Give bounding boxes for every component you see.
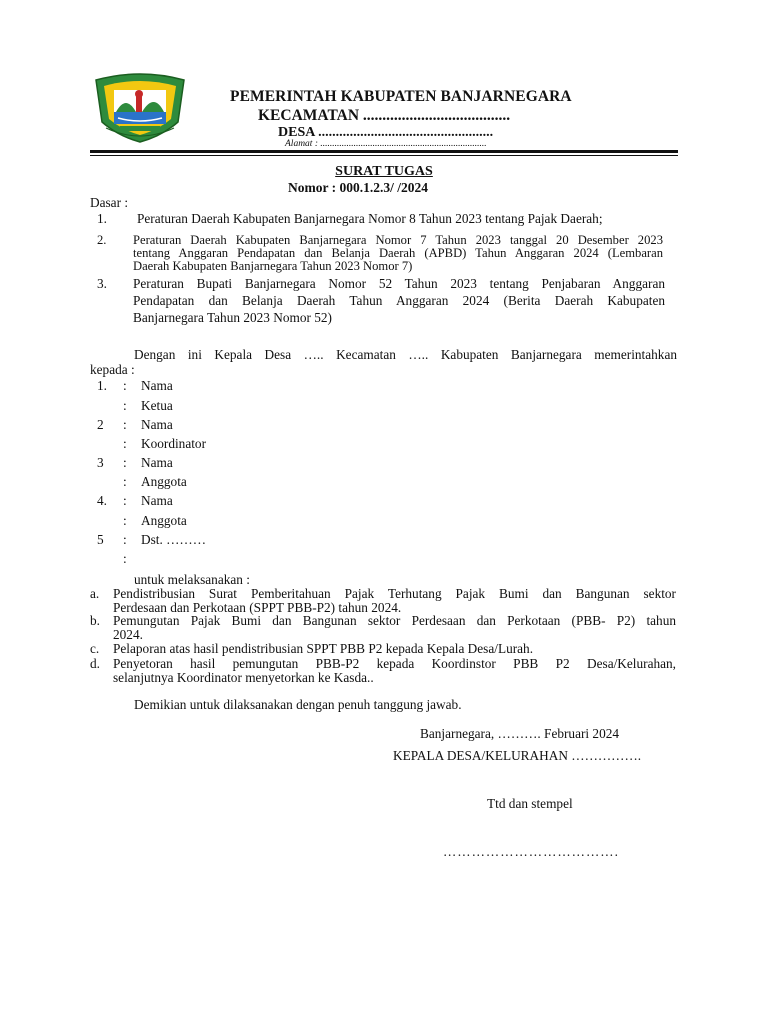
person-colon: :	[123, 436, 127, 451]
dasar-item-text: Daerah Kabupaten Banjarnegara Tahun 2023 Nomor 7)	[133, 259, 413, 273]
person-colon: :	[123, 532, 127, 547]
intro-paragraph-kepada: kepada :	[90, 362, 135, 377]
dasar-item-number: 1.	[97, 211, 107, 226]
task-letter: c.	[90, 641, 100, 656]
task-letter: d.	[90, 656, 100, 671]
person-field: Nama	[141, 378, 173, 393]
letter-title: SURAT TUGAS	[335, 164, 433, 179]
letter-number: Nomor : 000.1.2.3/ /2024	[288, 180, 428, 195]
person-colon: :	[123, 474, 127, 489]
place-date: Banjarnegara, ………. Februari 2024	[420, 726, 620, 741]
person-number: 2	[97, 417, 104, 432]
closing-sentence: Demikian untuk dilaksanakan dengan penuh tanggung jawab.	[134, 697, 462, 712]
person-field: Anggota	[141, 513, 187, 528]
person-colon: :	[123, 513, 127, 528]
person-number: 1.	[97, 378, 107, 393]
person-number: 3	[97, 455, 104, 470]
letterhead-address: Alamat : ......................................................................	[285, 139, 487, 149]
person-field: Dst. ………	[141, 532, 207, 547]
letterhead-kecamatan: KECAMATAN ......................................	[258, 107, 511, 124]
dasar-item-number: 2.	[97, 233, 107, 247]
dasar-label: Dasar :	[90, 195, 129, 210]
task-letter: b.	[90, 613, 100, 628]
person-number: 5	[97, 532, 104, 547]
person-colon: :	[123, 551, 127, 566]
person-colon: :	[123, 398, 127, 413]
dasar-item-text: Peraturan Bupati Banjarnegara Nomor 52 Tahun 2023 tentang Penjabaran Anggaran	[133, 276, 665, 291]
task-text: Pendistribusian Surat Pemberitahuan Pajak Terhutang Pajak Bumi dan Bangunan sektor	[113, 586, 676, 601]
signature-line: ……………………………….	[443, 844, 619, 859]
dasar-item-text: Peraturan Daerah Kabupaten Banjarnegara Nomor 8 Tahun 2023 tentang Pajak Daerah;	[137, 211, 603, 226]
dasar-item-text: Pendapatan dan Belanja Daerah Tahun Anggaran 2024 (Berita Daerah Kabupaten	[133, 293, 665, 308]
person-colon: :	[123, 417, 127, 432]
person-colon: :	[123, 493, 127, 508]
person-field: Nama	[141, 455, 173, 470]
letterhead-divider-thick	[90, 150, 678, 153]
task-text: Perdesaan dan Perkotaan (SPPT PBB-P2) tahun 2024.	[113, 600, 402, 615]
signer-title: KEPALA DESA/KELURAHAN …………….	[393, 748, 642, 763]
task-text: Pelaporan atas hasil pendistribusian SPPT PBB P2 kepada Kepala Desa/Lurah.	[113, 641, 534, 656]
task-text: Pemungutan Pajak Bumi dan Bangunan sektor Perdesaan dan Perkotaan (PBB- P2) tahun	[113, 613, 676, 628]
dasar-item-text: Peraturan Daerah Kabupaten Banjarnegara Nomor 7 Tahun 2023 tanggal 20 Desember 2023	[133, 233, 663, 247]
task-text: Penyetoran hasil pemungutan PBB-P2 kepada Koordinstor PBB P2 Desa/Kelurahan,	[113, 656, 676, 671]
person-field: Nama	[141, 493, 173, 508]
letterhead-desa: DESA ..................................................	[278, 125, 494, 140]
person-colon: :	[123, 455, 127, 470]
task-text: 2024.	[113, 627, 143, 642]
kabupaten-emblem-logo	[92, 72, 188, 144]
person-field: Koordinator	[141, 436, 206, 451]
task-text: selanjutnya Koordinator menyetorkan ke Kasda..	[113, 670, 374, 685]
person-field: Anggota	[141, 474, 187, 489]
person-field: Ketua	[141, 398, 173, 413]
person-colon: :	[123, 378, 127, 393]
person-field: Nama	[141, 417, 173, 432]
signature-note: Ttd dan stempel	[487, 796, 573, 811]
person-number: 4.	[97, 493, 107, 508]
task-letter: a.	[90, 586, 100, 601]
letterhead-government: PEMERINTAH KABUPATEN BANJARNEGARA	[230, 88, 572, 105]
dasar-item-text: Banjarnegara Tahun 2023 Nomor 52)	[133, 310, 332, 325]
intro-paragraph: Dengan ini Kepala Desa ….. Kecamatan ….. Kabupaten Banjarnegara memerintahkan	[134, 347, 677, 362]
letterhead-divider-thin	[90, 155, 678, 156]
dasar-item-text: tentang Anggaran Pendapatan dan Belanja Daerah (APBD) Tahun Anggaran 2024 (Lembaran	[133, 246, 663, 260]
tasks-intro: untuk melaksanakan :	[134, 572, 250, 587]
dasar-item-number: 3.	[97, 276, 107, 291]
